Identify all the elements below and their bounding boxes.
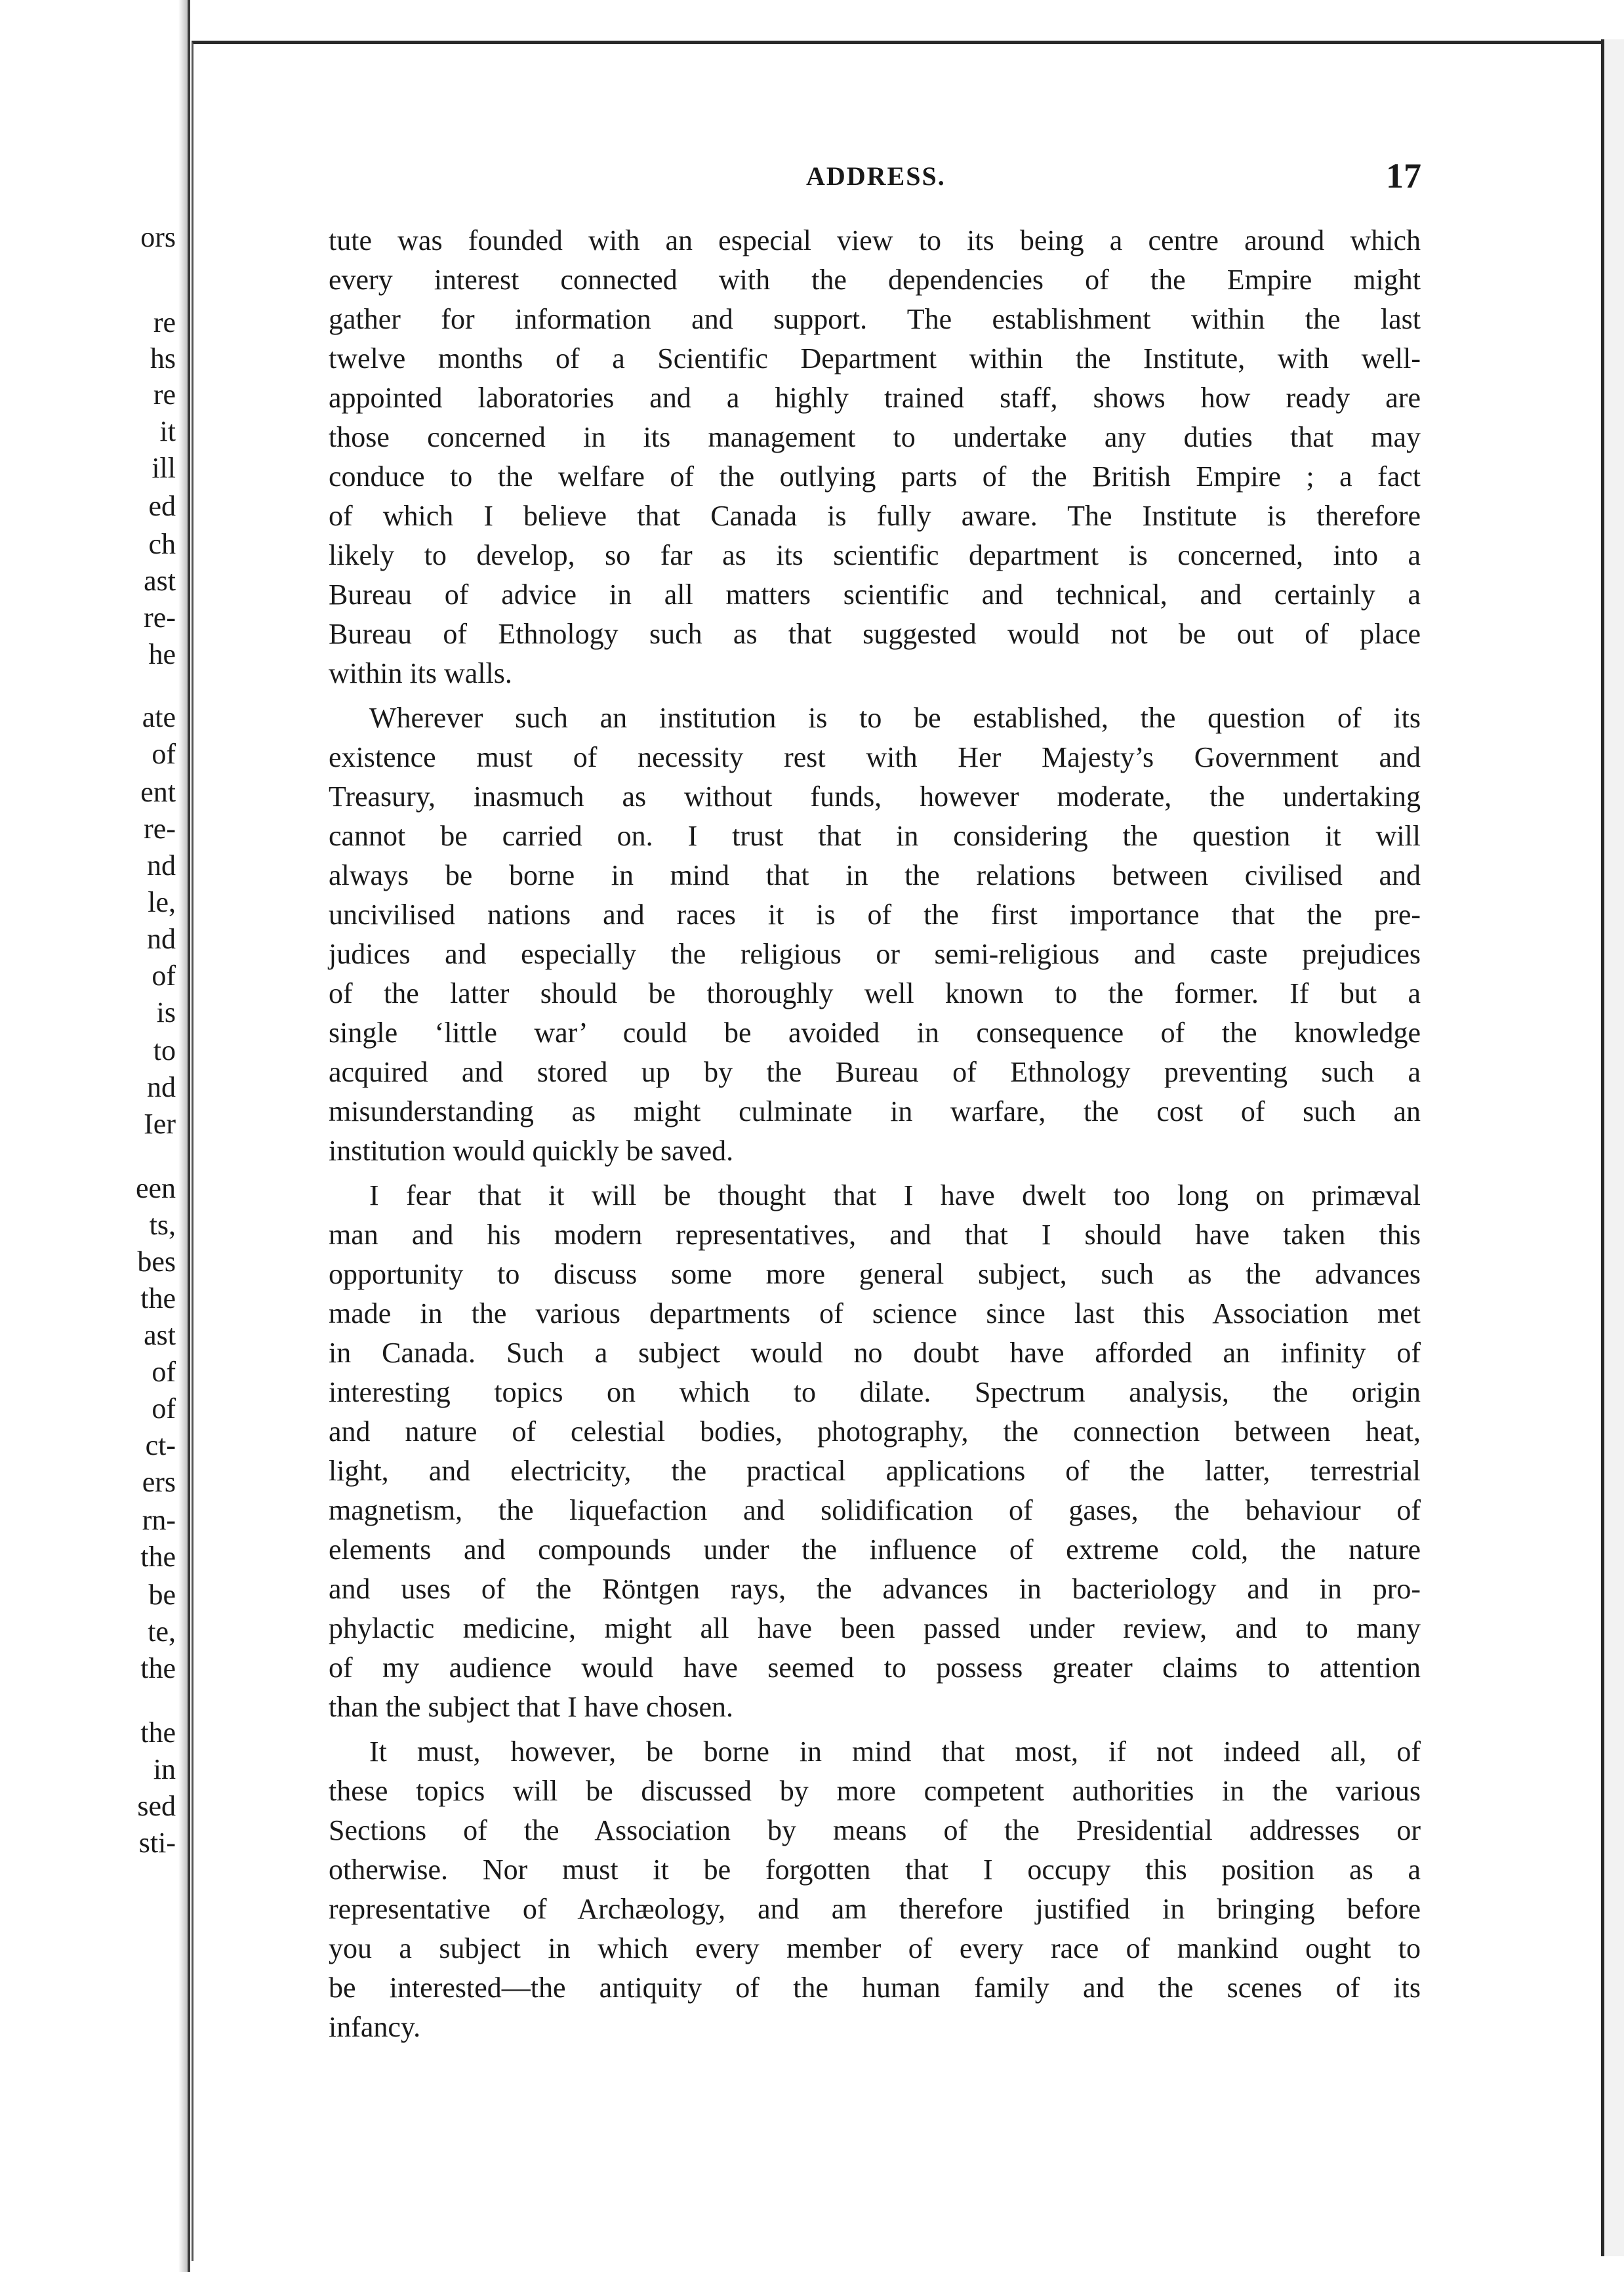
facing-page-text-fragment: ts, [149, 1209, 176, 1241]
text-line: every interest connected with the dependencies of the Empire might [329, 264, 1421, 296]
text-line: and uses of the Röntgen rays, the advances in bacteriology and in pro- [329, 1573, 1421, 1605]
text-line: of which I believe that Canada is fully aware. The Institute is therefore [329, 500, 1421, 532]
facing-page-text-fragment: re [153, 306, 176, 338]
page-edge [1601, 39, 1624, 2256]
text-line: you a subject in which every member of every race of mankind ought to [329, 1932, 1421, 1964]
text-line: Sections of the Association by means of the Presidential addresses or [329, 1814, 1421, 1846]
paragraph [329, 699, 1421, 1171]
text-line: misunderstanding as might culminate in warfare, the cost of such an [329, 1095, 1421, 1127]
text-line: elements and compounds under the influence of extreme cold, the nature [329, 1533, 1421, 1566]
running-head: ADDRESS. [806, 161, 946, 191]
facing-page-text-fragment: the [140, 1652, 176, 1684]
facing-page-text-fragment: rn- [142, 1504, 176, 1536]
facing-page-text-fragment: ate [142, 701, 176, 733]
page-number: 17 [1386, 156, 1421, 195]
text-line: phylactic medicine, might all have been passed under review, and to many [329, 1612, 1421, 1644]
text-line: appointed laboratories and a highly trained staff, shows how ready are [329, 382, 1421, 414]
text-line: and nature of celestial bodies, photography, the connection between heat, [329, 1415, 1421, 1448]
paragraph [329, 221, 1421, 693]
text-line: man and his modern representatives, and that I should have taken this [329, 1219, 1421, 1251]
facing-page-text-fragment: ch [148, 528, 176, 560]
facing-page-text-fragment: the [140, 1282, 176, 1314]
text-line: Bureau of advice in all matters scientific and technical, and certainly a [329, 578, 1421, 611]
facing-page-text-fragment: ill [152, 452, 176, 484]
text-line: single ‘little war’ could be avoided in consequence of the knowledge [329, 1017, 1421, 1049]
text-line: institution would quickly be saved. [329, 1135, 734, 1167]
facing-page-text-fragment: of [152, 1356, 176, 1388]
text-line: infancy. [329, 2011, 421, 2043]
text-line: I fear that it will be thought that I have dwelt too long on primæval [369, 1179, 1421, 1211]
facing-page-text-fragment: of [152, 1392, 176, 1425]
facing-page-text-fragment: Ier [144, 1108, 176, 1140]
facing-page-text-fragment: of [152, 738, 176, 770]
facing-page-text-fragment: ent [140, 776, 176, 808]
text-line: acquired and stored up by the Bureau of Ethnology preventing such a [329, 1056, 1421, 1088]
text-line: made in the various departments of science since last this Association met [329, 1297, 1421, 1329]
facing-page-text-fragment: nd [147, 1071, 176, 1103]
text-line: tute was founded with an especial view to its being a centre around which [329, 224, 1421, 256]
text-line: be interested—the antiquity of the human family and the scenes of its [329, 1972, 1421, 2004]
facing-page-text-fragment: nd [147, 923, 176, 955]
facing-page-text-fragment: ers [142, 1466, 176, 1498]
facing-page-text-fragment: ors [140, 221, 176, 253]
gutter-shadow [178, 0, 188, 2272]
text-line: magnetism, the liquefaction and solidification of gases, the behaviour of [329, 1494, 1421, 1526]
text-line: of the latter should be thoroughly well known to the former. If but a [329, 977, 1421, 1009]
text-line: these topics will be discussed by more competent authorities in the various [329, 1775, 1421, 1807]
text-line: in Canada. Such a subject would no doubt have afforded an infinity of [329, 1337, 1421, 1369]
facing-page-text-fragment: een [135, 1172, 176, 1204]
text-line: judices and especially the religious or semi-religious and caste prejudices [329, 938, 1421, 970]
text-line: existence must of necessity rest with Her Majesty’s Government and [329, 741, 1421, 773]
facing-page-text-fragment: le, [148, 886, 176, 918]
facing-page-text-fragment: te, [148, 1615, 176, 1648]
facing-page-text-fragment: sti- [138, 1827, 176, 1859]
page-header [193, 156, 1604, 200]
text-line: Treasury, inasmuch as without funds, however moderate, the undertaking [329, 781, 1421, 813]
text-line: representative of Archæology, and am therefore justified in bringing before [329, 1893, 1421, 1925]
text-line: likely to develop, so far as its scientific department is concerned, into a [329, 539, 1421, 571]
facing-page-text-fragment: in [153, 1753, 176, 1785]
page [192, 41, 1604, 2261]
facing-page-text-fragment: ed [148, 490, 176, 522]
text-line: It must, however, be borne in mind that most, if not indeed all, of [369, 1735, 1421, 1768]
facing-page-text-fragment: re- [144, 601, 176, 634]
text-line: otherwise. Nor must it be forgotten that I occupy this position as a [329, 1854, 1421, 1886]
facing-page-text-fragment: hs [150, 342, 176, 375]
facing-page-text-fragment: re [153, 378, 176, 411]
facing-page-text-fragment: ast [144, 1319, 176, 1351]
facing-page-text-fragment: ast [144, 565, 176, 597]
text-line: twelve months of a Scientific Department within the Institute, with well- [329, 342, 1421, 375]
paragraph [329, 1732, 1421, 2047]
body-text [329, 221, 1421, 2047]
facing-page-text-fragment: sed [137, 1790, 176, 1822]
text-line: uncivilised nations and races it is of the first importance that the pre- [329, 899, 1421, 931]
text-line: than the subject that I have chosen. [329, 1691, 734, 1723]
facing-page-text-fragment: nd [147, 849, 176, 882]
text-line: within its walls. [329, 657, 512, 689]
facing-page-text-fragment: re- [144, 813, 176, 845]
text-line: Wherever such an institution is to be established, the question of its [369, 702, 1421, 734]
text-line: opportunity to discuss some more general subject, such as the advances [329, 1258, 1421, 1290]
facing-page-text-fragment: be [148, 1579, 176, 1611]
text-line: conduce to the welfare of the outlying parts of the British Empire ; a fact [329, 460, 1421, 493]
facing-page-text-fragment: of [152, 960, 176, 992]
text-line: of my audience would have seemed to possess greater claims to attention [329, 1652, 1421, 1684]
facing-page-text-fragment: it [159, 415, 176, 447]
facing-page-text-fragment: is [156, 996, 176, 1028]
facing-page-text-fragment: ct- [145, 1429, 176, 1461]
facing-page-text-fragment: the [140, 1716, 176, 1749]
facing-page-text-fragment: to [153, 1034, 176, 1066]
text-line: gather for information and support. The establishment within the last [329, 303, 1421, 335]
text-line: light, and electricity, the practical applications of the latter, terrestrial [329, 1455, 1421, 1487]
paragraph [329, 1176, 1421, 1727]
facing-page-text-fragment: he [148, 638, 176, 670]
text-line: cannot be carried on. I trust that in considering the question it will [329, 820, 1421, 852]
text-line: those concerned in its management to undertake any duties that may [329, 421, 1421, 453]
text-line: always be borne in mind that in the relations between civilised and [329, 859, 1421, 891]
facing-page-text-fragment: bes [137, 1246, 176, 1278]
text-line: Bureau of Ethnology such as that suggested would not be out of place [329, 618, 1421, 650]
facing-page-fragment [0, 0, 190, 2272]
facing-page-text-fragment: the [140, 1541, 176, 1573]
text-line: interesting topics on which to dilate. Spectrum analysis, the origin [329, 1376, 1421, 1408]
